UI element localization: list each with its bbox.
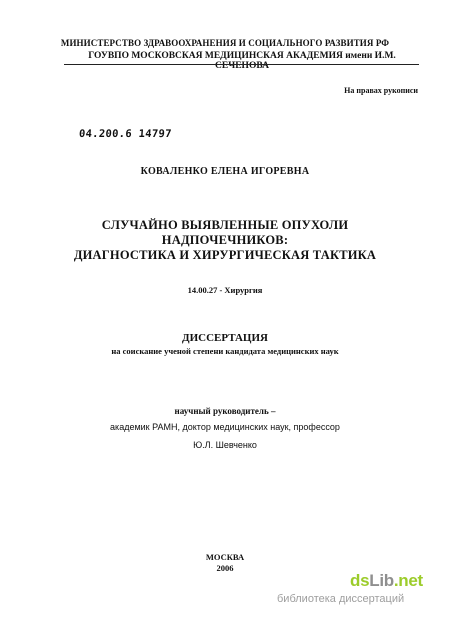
title-line-2: НАДПОЧЕЧНИКОВ: [161,233,289,247]
ministry-name: МИНИСТЕРСТВО ЗДРАВООХРАНЕНИЯ И СОЦИАЛЬНОГО РАЗВИТИЯ РФ [60,38,390,48]
academy-name: ГОУВПО МОСКОВСКАЯ МЕДИЦИНСКАЯ АКАДЕМИЯ имени И.М. СЕЧЕНОВА [88,51,396,71]
degree-line: на соискание ученой степени кандидата медицинских наук [111,346,339,356]
header-divider [64,64,419,65]
logo-ds: ds [350,571,370,590]
supervisor-title: академик РАМН, доктор медицинских наук, профессор [110,422,340,432]
dslib-subtitle: библиотека диссертаций [277,593,405,605]
dslib-logo[interactable] [350,571,423,591]
supervisor-label: научный руководитель – [174,406,276,416]
manuscript-rights-note: На правах рукописи [344,86,418,95]
year: 2006 [216,563,234,573]
specialty-code: 14.00.27 - Хирургия [187,285,263,295]
city: МОСКВА [205,552,245,562]
registration-stamp: 04.200.6 14797 [78,128,173,140]
supervisor-name: Ю.Л. Шевченко [193,440,257,450]
title-line-3: ДИАГНОСТИКА И ХИРУРГИЧЕСКАЯ ТАКТИКА [73,248,377,262]
logo-net: .net [393,571,423,590]
dissertation-label: ДИССЕРТАЦИЯ [182,332,268,344]
logo-lib: Lib [369,571,394,590]
title-line-1: СЛУЧАЙНО ВЫЯВЛЕННЫЕ ОПУХОЛИ [101,218,349,232]
author-name: КОВАЛЕНКО ЕЛЕНА ИГОРЕВНА [140,166,310,177]
